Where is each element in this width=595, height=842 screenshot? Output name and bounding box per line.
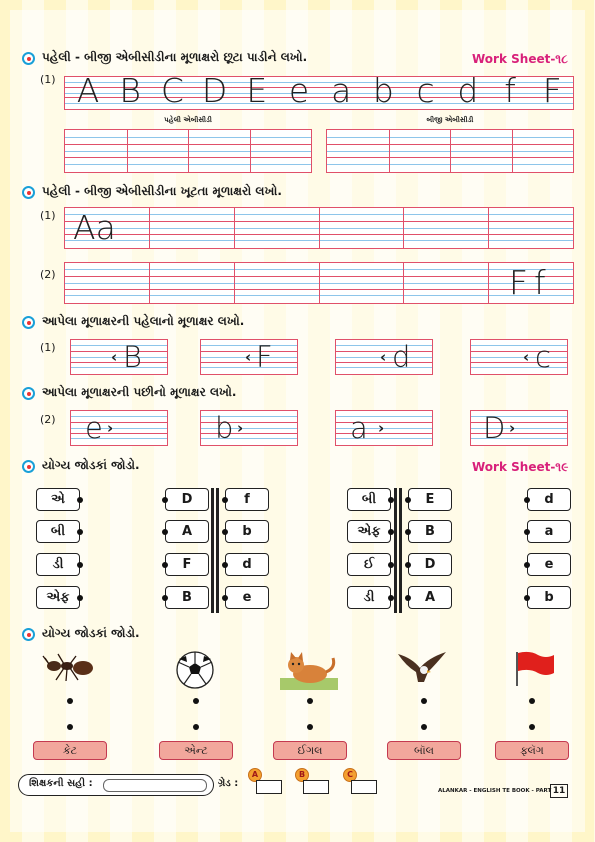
grade-B-box[interactable] — [303, 780, 329, 794]
g1-left-item[interactable]: એ — [36, 488, 80, 511]
page — [10, 10, 585, 832]
g1-left-item[interactable]: એફ — [36, 586, 80, 609]
left-arrow-icon: ‹ — [245, 348, 252, 366]
flag-icon — [502, 648, 560, 688]
instruction-2: પહેલી - બીજી એબીસીડીના ખૂટતા મૂળાક્ષરો લખો. — [42, 184, 282, 198]
given-letter: F — [256, 340, 273, 374]
ball-icon — [166, 650, 224, 690]
given-letter: e — [85, 411, 103, 445]
bullet-icon — [22, 460, 35, 473]
instruction-5: યોગ્ય જોડકાં જોડો. — [42, 458, 140, 472]
letter-e: e — [288, 71, 310, 110]
letter-E: E — [246, 71, 268, 110]
row-number: (1) — [40, 341, 56, 354]
grade-C-badge: C — [343, 768, 357, 782]
missing-letters-line-1[interactable] — [64, 207, 574, 249]
bullet-icon — [22, 186, 35, 199]
left-arrow-icon: ‹ — [380, 348, 387, 366]
divider-2 — [394, 488, 397, 613]
g1-right-item[interactable]: f — [225, 488, 269, 511]
g1-right-item[interactable]: b — [225, 520, 269, 543]
word-label-5[interactable]: ફ્લૅગ — [495, 741, 569, 760]
letter-box-1[interactable] — [70, 339, 168, 375]
given-letter: B — [123, 340, 142, 374]
word-label-4[interactable]: બૉલ — [387, 741, 461, 760]
writing-box-second[interactable] — [326, 129, 574, 173]
g2-right-item[interactable]: d — [527, 488, 571, 511]
letter-box-4[interactable] — [470, 410, 568, 446]
right-arrow-icon: › — [107, 419, 114, 437]
match-dot-top[interactable] — [67, 698, 73, 704]
g2-left-item[interactable]: ડી — [347, 586, 391, 609]
given-letter: d — [392, 340, 411, 374]
divider-2b — [399, 488, 402, 613]
left-arrow-icon: ‹ — [523, 348, 530, 366]
bullet-icon — [22, 387, 35, 400]
ant-icon — [40, 646, 98, 686]
second-abcd-label: બીજી એબીસીડી — [426, 116, 474, 124]
grade-A[interactable] — [248, 768, 288, 798]
eagle-icon — [394, 648, 452, 688]
g2-mid-item[interactable]: E — [408, 488, 452, 511]
letter-d: d — [457, 71, 479, 110]
g1-mid-item[interactable]: F — [165, 553, 209, 576]
letter-box-1[interactable] — [70, 410, 168, 446]
grade-B[interactable] — [295, 768, 335, 798]
letter-F: F — [542, 71, 562, 110]
g2-right-item[interactable]: b — [527, 586, 571, 609]
g2-mid-item[interactable]: B — [408, 520, 452, 543]
row-number: (1) — [40, 73, 56, 86]
letter-A: A — [76, 71, 100, 110]
g1-right-item[interactable]: e — [225, 586, 269, 609]
grade-A-badge: A — [248, 768, 262, 782]
match-dot-top[interactable] — [193, 698, 199, 704]
g1-mid-item[interactable]: A — [165, 520, 209, 543]
sample-aa: Aa — [73, 208, 116, 247]
cat-icon — [280, 650, 338, 690]
g2-left-item[interactable]: ઈ — [347, 553, 391, 576]
divider-1 — [211, 488, 214, 613]
instruction-1: પહેલી - બીજી એબીસીડીના મૂળાક્ષરો છૂટા પાડીને લખો. — [42, 50, 308, 64]
letter-b: b — [372, 71, 394, 110]
given-letter: D — [483, 411, 506, 445]
given-letter: b — [215, 411, 234, 445]
right-arrow-icon: › — [378, 419, 385, 437]
match-dot-bottom[interactable] — [67, 724, 73, 730]
letter-box-4[interactable] — [470, 339, 568, 375]
g1-left-item[interactable]: બી — [36, 520, 80, 543]
right-arrow-icon: › — [237, 419, 244, 437]
grade-label: ગ્રેડ : — [218, 778, 239, 789]
worksheet-19: Work Sheet-૧૯ — [472, 460, 569, 474]
letter-f: f — [504, 71, 516, 110]
bullet-icon — [22, 52, 35, 65]
g2-right-item[interactable]: a — [527, 520, 571, 543]
instruction-4: આપેલા મૂળાક્ષરની પછીનો મૂળાક્ષર લખો. — [42, 385, 237, 399]
word-label-2[interactable]: એન્ટ — [159, 741, 233, 760]
bullet-icon — [22, 628, 35, 641]
g2-mid-item[interactable]: D — [408, 553, 452, 576]
grade-A-box[interactable] — [256, 780, 282, 794]
match-dot-bottom[interactable] — [307, 724, 313, 730]
missing-letters-line-2[interactable] — [64, 262, 574, 304]
g2-mid-item[interactable]: A — [408, 586, 452, 609]
grade-C[interactable] — [343, 768, 383, 798]
letter-box-2[interactable] — [200, 339, 298, 375]
given-letter: a — [350, 411, 368, 445]
writing-box-first[interactable] — [64, 129, 312, 173]
g1-right-item[interactable]: d — [225, 553, 269, 576]
letter-a: a — [331, 71, 352, 110]
match-dot-bottom[interactable] — [421, 724, 427, 730]
g1-left-item[interactable]: ડી — [36, 553, 80, 576]
g1-mid-item[interactable]: B — [165, 586, 209, 609]
match-dot-bottom[interactable] — [193, 724, 199, 730]
word-label-3[interactable]: ઈગલ — [273, 741, 347, 760]
teacher-sign-label: શિક્ષકની સહી : — [29, 778, 93, 789]
letter-D: D — [201, 71, 228, 110]
divider-1b — [216, 488, 219, 613]
g2-left-item[interactable]: બી — [347, 488, 391, 511]
right-arrow-icon: › — [509, 419, 516, 437]
word-label-1[interactable]: કેટ — [33, 741, 107, 760]
g1-mid-item[interactable]: D — [165, 488, 209, 511]
bullet-icon — [22, 316, 35, 329]
instruction-3: આપેલા મૂળાક્ષરની પહેલાનો મૂળાક્ષર લખો. — [42, 314, 245, 328]
letter-box-2[interactable] — [200, 410, 298, 446]
teacher-sign-box[interactable] — [18, 774, 214, 796]
match-dot-top[interactable] — [529, 698, 535, 704]
g2-left-item[interactable]: એફ — [347, 520, 391, 543]
letter-C: C — [160, 71, 184, 110]
letter-box-3[interactable] — [335, 339, 433, 375]
letter-box-3[interactable] — [335, 410, 433, 446]
match-dot-bottom[interactable] — [529, 724, 535, 730]
given-letter: c — [535, 340, 551, 374]
grade-C-box[interactable] — [351, 780, 377, 794]
instruction-6: યોગ્ય જોડકાં જોડો. — [42, 626, 140, 640]
match-dot-top[interactable] — [307, 698, 313, 704]
row-number: (2) — [40, 413, 56, 426]
book-title: ALANKAR - ENGLISH TE BOOK - PART — [438, 788, 552, 794]
match-dot-top[interactable] — [421, 698, 427, 704]
page-number: 11 — [550, 784, 568, 798]
left-arrow-icon: ‹ — [111, 348, 118, 366]
g2-right-item[interactable]: e — [527, 553, 571, 576]
grade-B-badge: B — [295, 768, 309, 782]
worksheet-18: Work Sheet-૧૮ — [472, 52, 568, 66]
first-abcd-label: પહેલી એબીસીડી — [164, 116, 212, 124]
row-number: (2) — [40, 268, 56, 281]
row-number: (1) — [40, 209, 56, 222]
sample-ff: Ff — [509, 263, 552, 302]
letter-c: c — [416, 71, 435, 110]
letter-B: B — [119, 71, 141, 110]
